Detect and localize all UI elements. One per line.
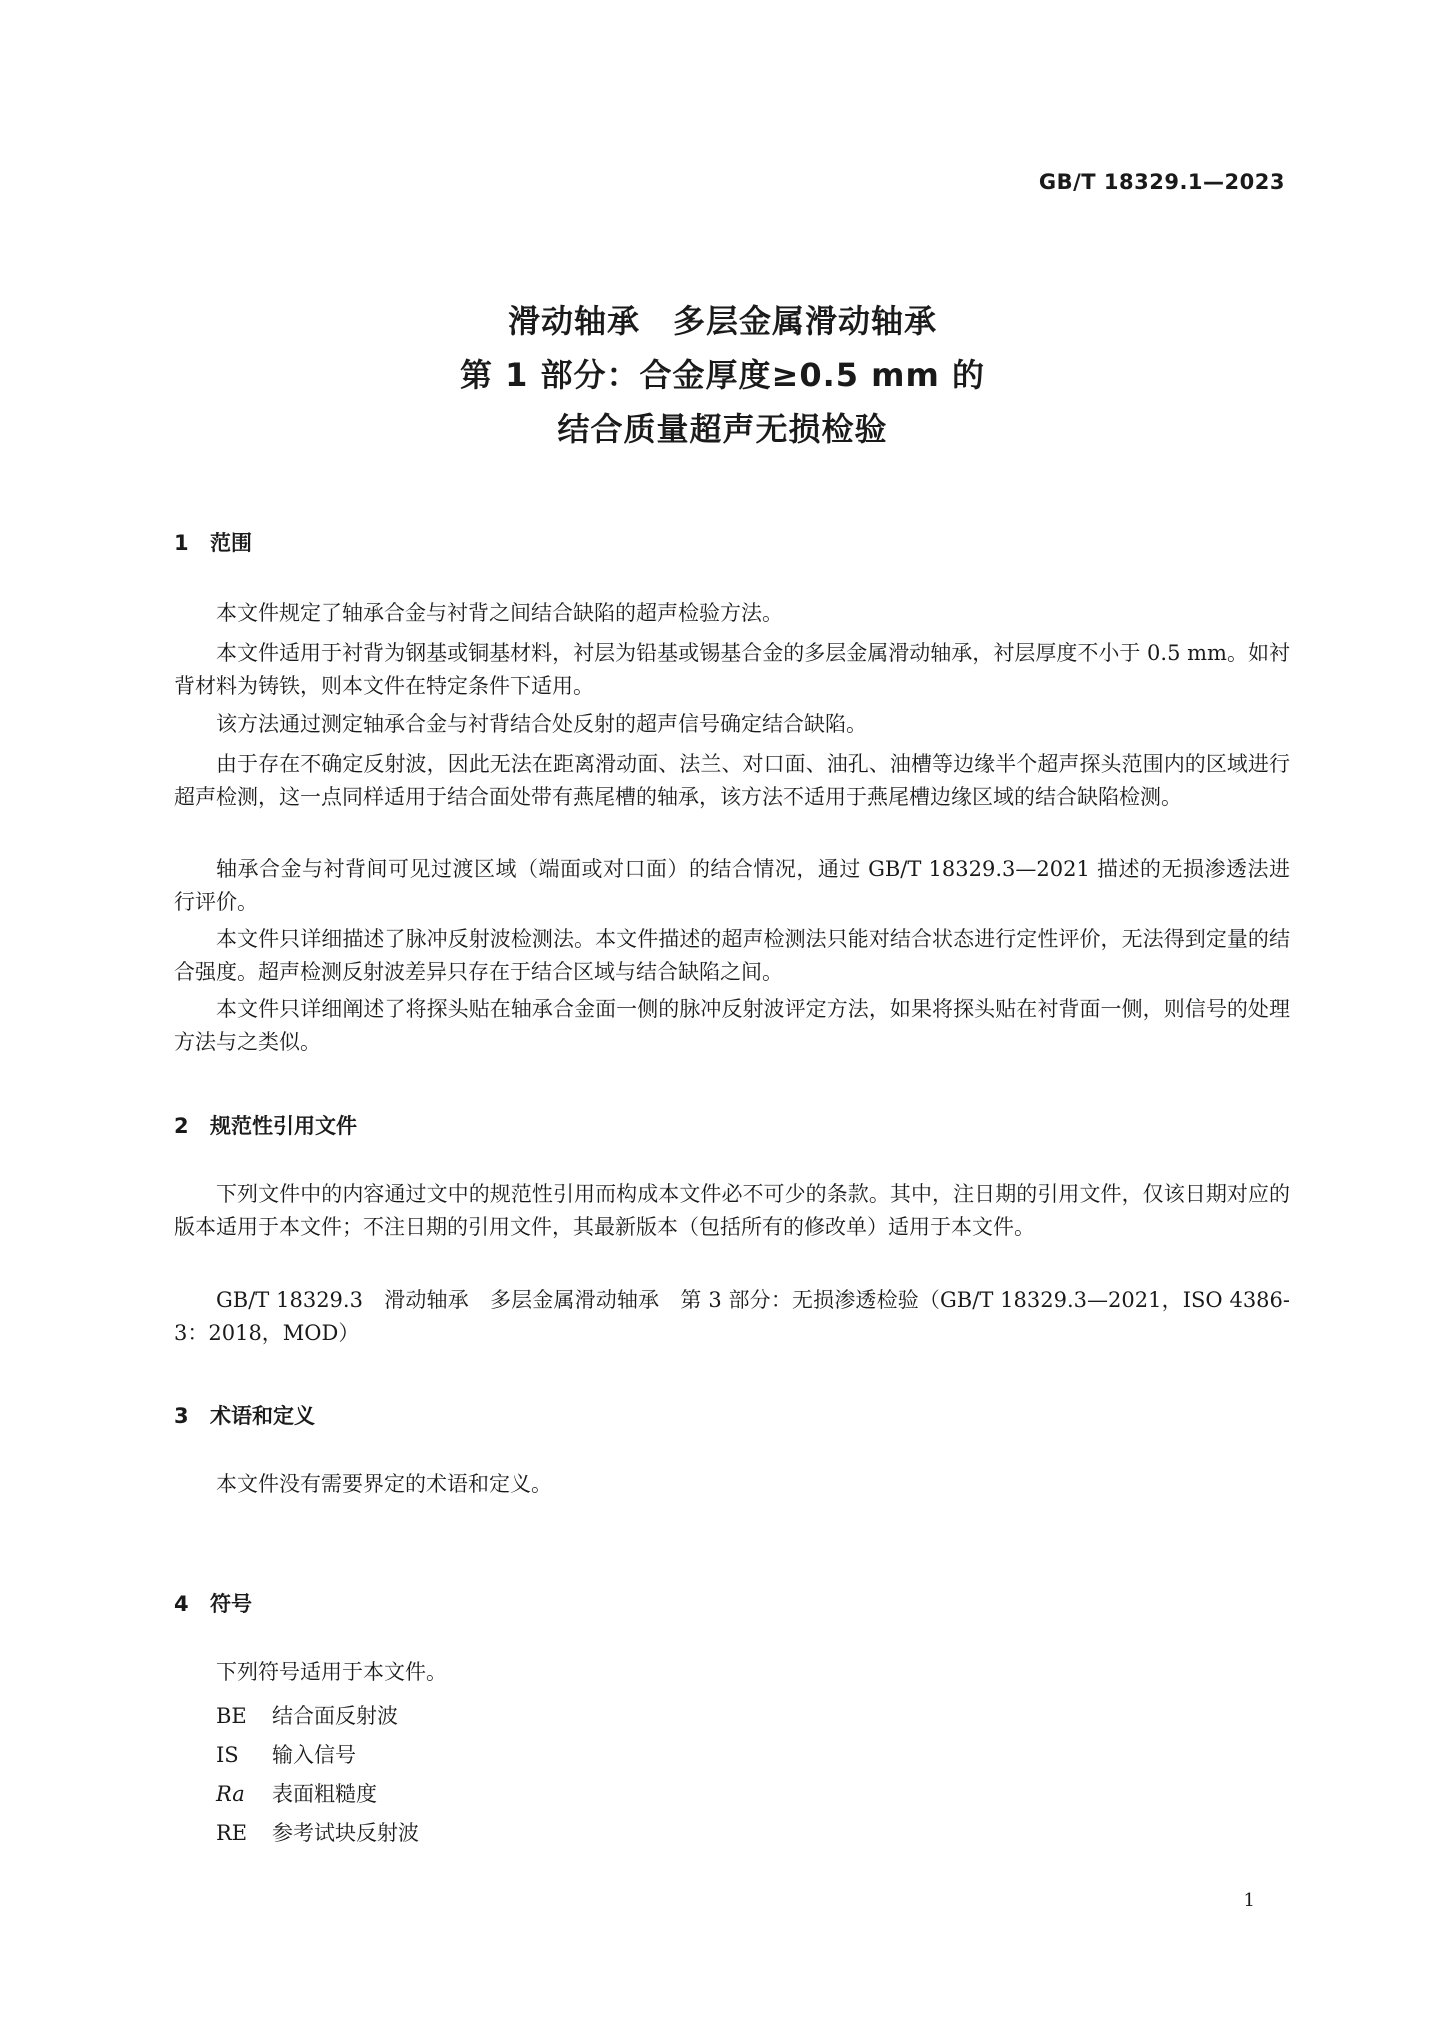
section-title: 术语和定义 bbox=[210, 1404, 315, 1428]
symbol-code: RE bbox=[216, 1821, 248, 1845]
paragraph: 下列文件中的内容通过文中的规范性引用而构成本文件必不可少的条款。其中，注日期的引用文件，仅该日期对应的版本适用于本文件；不注日期的引用文件，其最新版本（包括所有的修改单）适用于本文件。 bbox=[174, 1182, 1290, 1239]
paragraph: 由于存在不确定反射波，因此无法在距离滑动面、法兰、对口面、油孔、油槽等边缘半个超声探头范围内的区域进行超声检测，这一点同样适用于结合面处带有燕尾槽的轴承，该方法不适用于燕尾槽边缘区域的结合缺陷检测。 bbox=[174, 752, 1290, 809]
section-number: 2 bbox=[174, 1114, 189, 1138]
symbol-description: 表面粗糙度 bbox=[272, 1782, 377, 1806]
section-number: 3 bbox=[174, 1404, 189, 1428]
symbol-row bbox=[216, 1700, 398, 1730]
paragraph: 下列符号适用于本文件。 bbox=[216, 1660, 447, 1684]
paragraph: 本文件没有需要界定的术语和定义。 bbox=[216, 1472, 552, 1496]
standard-code: GB/T 18329.1—2023 bbox=[1038, 170, 1285, 194]
reference-entry: GB/T 18329.3 滑动轴承 多层金属滑动轴承 第 3 部分：无损渗透检验（GB/T 18329.3—2021，ISO 4386-3：2018，MOD） bbox=[174, 1288, 1290, 1345]
document-title-line-2: 第 1 部分：合金厚度≥0.5 mm 的 bbox=[459, 356, 986, 394]
symbol-description: 结合面反射波 bbox=[272, 1704, 398, 1728]
paragraph: 本文件适用于衬背为钢基或铜基材料，衬层为铅基或锡基合金的多层金属滑动轴承，衬层厚度不小于 0.5 mm。如衬背材料为铸铁，则本文件在特定条件下适用。 bbox=[174, 641, 1290, 698]
section-title: 范围 bbox=[210, 531, 252, 555]
paragraph: 轴承合金与衬背间可见过渡区域（端面或对口面）的结合情况，通过 GB/T 18329.3—2021 描述的无损渗透法进行评价。 bbox=[174, 857, 1290, 914]
section-title: 规范性引用文件 bbox=[210, 1114, 357, 1138]
symbol-code: Ra bbox=[216, 1782, 245, 1806]
symbol-row bbox=[216, 1817, 419, 1847]
section-heading-terms-definitions bbox=[174, 1400, 315, 1430]
symbol-description: 输入信号 bbox=[272, 1743, 356, 1767]
section-title: 符号 bbox=[210, 1592, 252, 1616]
symbol-row bbox=[216, 1739, 356, 1769]
section-number: 4 bbox=[174, 1592, 189, 1616]
page-number: 1 bbox=[1243, 1890, 1255, 1911]
paragraph: 该方法通过测定轴承合金与衬背结合处反射的超声信号确定结合缺陷。 bbox=[216, 712, 867, 736]
paragraph: 本文件只详细描述了脉冲反射波检测法。本文件描述的超声检测法只能对结合状态进行定性评价，无法得到定量的结合强度。超声检测反射波差异只存在于结合区域与结合缺陷之间。 bbox=[174, 927, 1290, 984]
document-title-line-3: 结合质量超声无损检验 bbox=[557, 410, 888, 448]
section-number: 1 bbox=[174, 531, 189, 555]
document-title-line-1: 滑动轴承 多层金属滑动轴承 bbox=[507, 302, 937, 340]
symbol-description: 参考试块反射波 bbox=[272, 1821, 419, 1845]
section-heading-normative-references bbox=[174, 1110, 357, 1140]
symbol-code: IS bbox=[216, 1743, 239, 1767]
paragraph: 本文件规定了轴承合金与衬背之间结合缺陷的超声检验方法。 bbox=[216, 601, 783, 625]
symbol-code: BE bbox=[216, 1704, 247, 1728]
paragraph: 本文件只详细阐述了将探头贴在轴承合金面一侧的脉冲反射波评定方法，如果将探头贴在衬背面一侧，则信号的处理方法与之类似。 bbox=[174, 997, 1290, 1054]
symbol-row bbox=[216, 1778, 377, 1808]
section-heading-scope bbox=[174, 527, 252, 557]
section-heading-symbols bbox=[174, 1588, 252, 1618]
